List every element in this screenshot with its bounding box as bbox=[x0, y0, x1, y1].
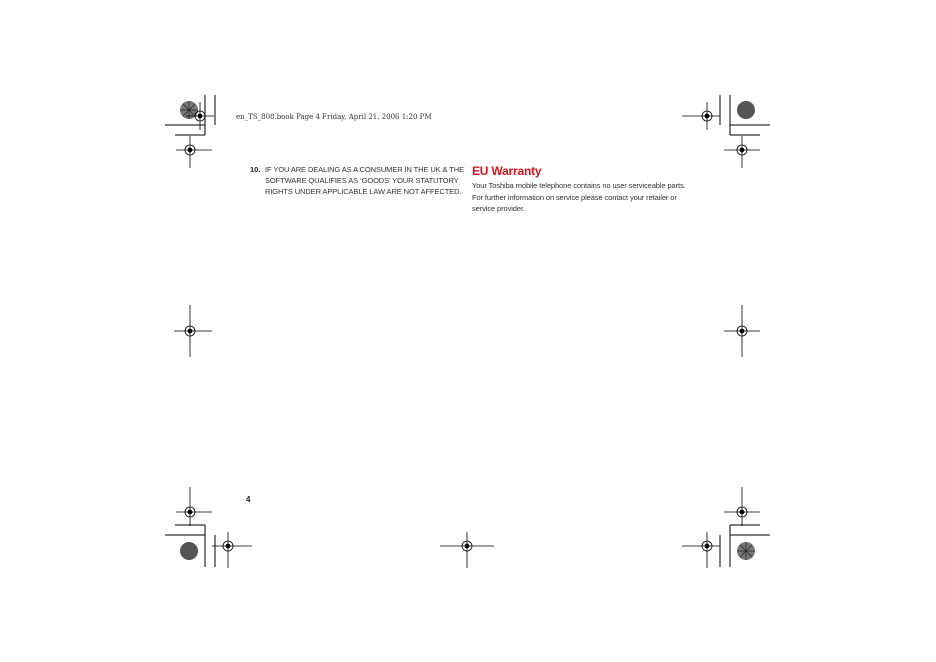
registration-target-icon bbox=[724, 487, 760, 526]
registration-target-icon bbox=[724, 136, 760, 168]
clause-10 bbox=[250, 164, 470, 197]
registration-target-icon bbox=[724, 305, 760, 357]
registration-target-icon bbox=[176, 487, 212, 526]
registration-target-icon bbox=[174, 305, 212, 357]
registration-target-icon bbox=[440, 532, 494, 568]
clause-text: IF YOU ARE DEALING AS A CONSUMER IN THE UK & THE SOFTWARE QUALIFIES AS ‘GOODS’ YOUR STATUTORY RIGHTS UNDER APPLICABLE LAW ARE NOT AFFECTED. bbox=[265, 165, 465, 196]
registration-target-icon bbox=[682, 102, 720, 130]
warranty-body: Your Toshiba mobile telephone contains no user serviceable parts. For further information on service please contact your retailer or service provider. bbox=[472, 181, 686, 213]
clause-number: 10. bbox=[250, 165, 261, 174]
file-info-header: en_TS_808.book Page 4 Friday, April 21, 2006 1:20 PM bbox=[236, 113, 432, 121]
swatch-top-right bbox=[737, 101, 755, 119]
registration-target-icon bbox=[682, 532, 720, 568]
swatch-bottom-left bbox=[180, 542, 198, 560]
section-heading: EU Warranty bbox=[472, 164, 542, 178]
registration-target-icon bbox=[176, 136, 212, 168]
registration-target-icon bbox=[212, 532, 252, 568]
swatch-bottom-right bbox=[737, 542, 755, 560]
page-number: 4 bbox=[246, 495, 251, 504]
